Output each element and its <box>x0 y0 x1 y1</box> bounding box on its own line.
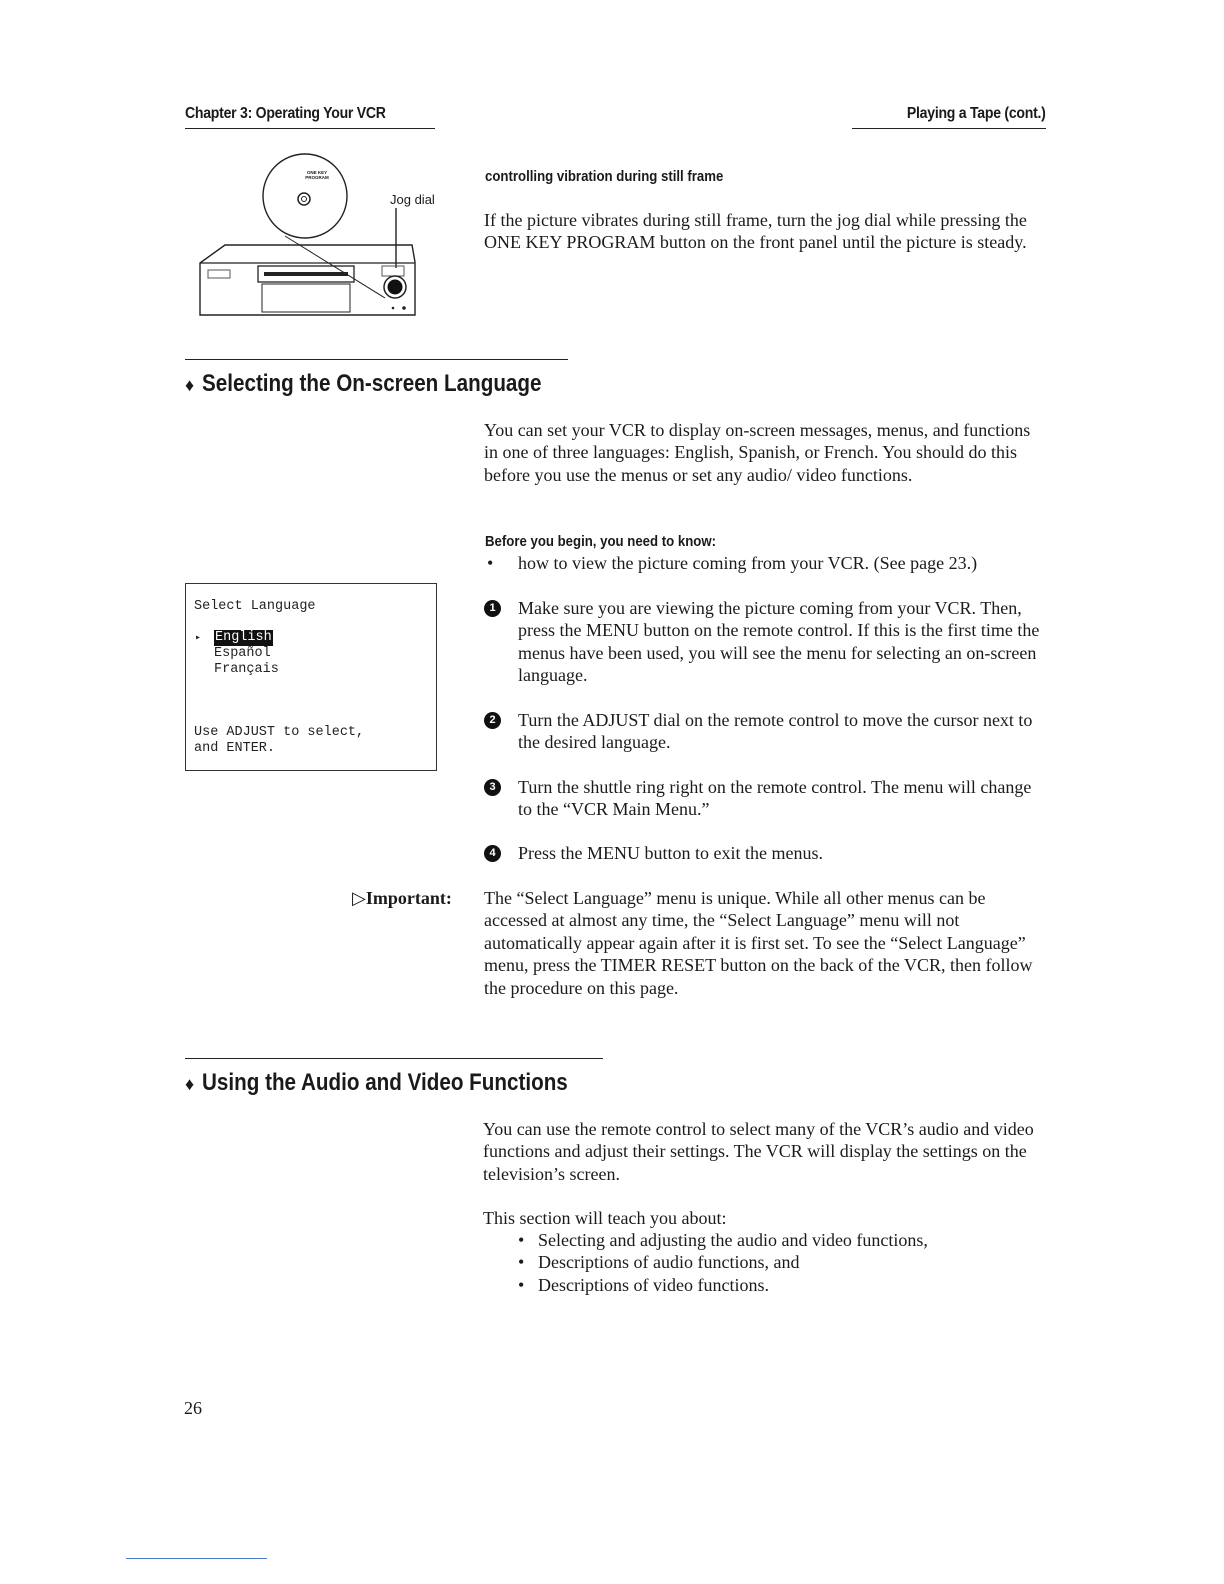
language-section-heading: Selecting the On-screen Language <box>202 370 542 397</box>
list-item: • Descriptions of video functions. <box>518 1274 769 1295</box>
bullet-icon: • <box>518 1274 525 1295</box>
osd-option-espanol: Español <box>214 646 271 661</box>
step-4 <box>484 842 1044 864</box>
program-label: PROGRAM <box>305 175 329 180</box>
select-language-osd <box>185 583 437 771</box>
step-2-text: Turn the ADJUST dial on the remote control to move the cursor next to the desired language. <box>518 710 1033 753</box>
diamond-bullet-icon: ♦ <box>185 1074 195 1094</box>
before-list-item: • how to view the picture coming from your VCR. (See page 23.) <box>487 553 978 573</box>
step-2 <box>484 709 1044 754</box>
header-rule-right <box>852 128 1046 129</box>
av-section-heading: Using the Audio and Video Functions <box>202 1069 568 1096</box>
list-item: • Selecting and adjusting the audio and video functions, <box>518 1230 928 1250</box>
bullet-icon: • <box>518 1230 525 1250</box>
step-number-1: 1 <box>484 600 501 617</box>
bullet-icon: • <box>518 1252 525 1273</box>
jog-dial-label: Jog dial <box>390 192 435 207</box>
important-label: ▷Important: <box>352 888 452 908</box>
before-you-begin-heading: Before you begin, you need to know: <box>485 533 717 550</box>
bullet-icon: • <box>487 553 494 573</box>
section-header: Playing a Tape (cont.) <box>907 105 1046 122</box>
one-key-label: ONE KEY <box>306 170 328 175</box>
header-rule-left <box>185 128 435 129</box>
av-intro: You can use the remote control to select many of the VCR’s audio and video functions and adjust their settings. The VCR will display the settings on the television’s screen. <box>483 1119 1034 1184</box>
section-rule-language <box>185 359 568 360</box>
step-number-4: 4 <box>484 845 501 862</box>
step-number-2: 2 <box>484 712 501 729</box>
step-number-3: 3 <box>484 779 501 796</box>
osd-title: Select Language <box>194 599 316 614</box>
osd-hint-line2: and ENTER. <box>194 741 276 756</box>
osd-option-francais: Français <box>214 662 279 677</box>
scan-edge-line <box>126 1558 267 1559</box>
section-rule-av <box>185 1058 603 1059</box>
language-intro: You can set your VCR to display on-screen messages, menus, and functions in one of three languages: English, Spanish, or French. You should do this before you use the menus or set any audio/ video functions. <box>484 420 1031 485</box>
osd-option-english: English <box>215 630 272 645</box>
av-topics-list <box>518 1229 1038 1296</box>
vibration-text: If the picture vibrates during still frame, turn the jog dial while pressing the ONE KEY PROGRAM button on the front panel until the picture is steady. <box>484 210 1027 253</box>
diamond-bullet-icon: ♦ <box>185 375 195 395</box>
step-1-text: Make sure you are viewing the picture coming from your VCR. Then, press the MENU button on the remote control. If this is the first time the menus have been used, you will see the menu for selecting an on-screen language. <box>518 598 1040 686</box>
step-1 <box>484 597 1044 687</box>
important-text: The “Select Language” menu is unique. While all other menus can be accessed at almost any time, the “Select Language” menu will not automatically appear again after it is first set. To see the “Select Language” menu, press the TIMER RESET button on the back of the VCR, then follow the procedure on this page. <box>484 888 1033 998</box>
chapter-header: Chapter 3: Operating Your VCR <box>185 105 386 122</box>
cursor-arrow-icon: ▸ <box>195 633 202 644</box>
vibration-heading: controlling vibration during still frame <box>485 168 724 185</box>
step-3-text: Turn the shuttle ring right on the remote control. The menu will change to the “VCR Main Menu.” <box>518 777 1032 820</box>
step-4-text: Press the MENU button to exit the menus. <box>518 843 823 863</box>
osd-hint-line1: Use ADJUST to select, <box>194 725 365 740</box>
av-lead: This section will teach you about: <box>483 1208 727 1228</box>
page-number: 26 <box>184 1398 202 1418</box>
step-3 <box>484 776 1044 821</box>
list-item: • Descriptions of audio functions, and <box>518 1252 800 1273</box>
